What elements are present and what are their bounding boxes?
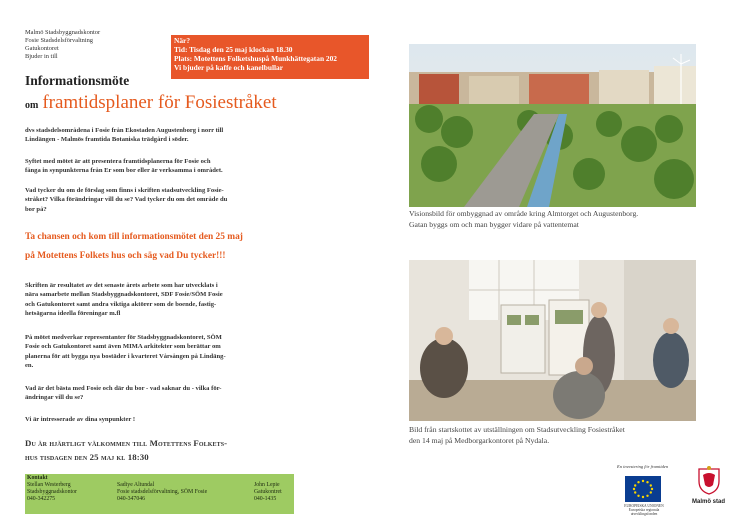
event-place: Plats: Motettens Folketshuspå Munkhättegatan 202 — [174, 54, 338, 64]
text-line: en. — [25, 361, 34, 369]
caption-line: Visionsbild för ombyggnad av område kring Almtorget och Augustenborg. — [409, 209, 639, 218]
org-line: Gatukontoret — [25, 45, 59, 52]
event-offer: Vi bjuder på kaffe och kanelbullar — [174, 63, 284, 73]
malmo-crest-icon — [697, 465, 721, 495]
text-line: planerna för att bygga nya bostäder i kvarteret Vårsången på Lindäng- — [25, 352, 226, 360]
page-subtitle — [25, 92, 277, 114]
contact-org: Stadsbyggnadskontor — [27, 489, 77, 496]
participants-paragraph — [25, 333, 288, 370]
contact-phone: 040-342275 — [27, 496, 56, 503]
text-line: Syftet med mötet är att presentera framtidsplanerna för Fosie och — [25, 158, 211, 165]
text-line: fånga in synpunkterna från Er som bor eller är verksamma i området. — [25, 167, 223, 175]
background-paragraph — [25, 281, 288, 318]
interest-paragraph — [25, 415, 288, 424]
organizer-block — [25, 29, 100, 61]
text-line: bor på? — [25, 205, 47, 213]
text-line: Fosie och Gatukontoret samt även MIMA arkitekter som berättar om — [25, 343, 221, 351]
exhibition-photo-caption — [409, 424, 709, 446]
cta-line: Ta chansen och kom till informationsmötet den 25 maj — [25, 232, 243, 242]
caption-line: Gatan byggs om och man bygger vidare på vattentemat — [409, 220, 579, 229]
event-time: Tid: Tisdag den 25 maj klockan 18.30 — [174, 45, 293, 55]
org-line: Bjuder in till — [25, 53, 58, 60]
text-line: Vad är det bästa med Fosie och där du bor - vad saknar du - vilka för- — [25, 385, 222, 392]
eu-label-line: utvecklingsfonden — [630, 512, 658, 517]
text-line: Vad tycker du om de förslag som finns i skriften stadsutveckling Fosie- — [25, 187, 224, 194]
contact-phone: 040-1435 — [254, 496, 277, 503]
contact-name: John Lepie — [254, 482, 280, 488]
vision-image-caption — [409, 208, 709, 230]
text-line: hetsägarna ideella föreningar m.fl — [25, 309, 121, 317]
text-line: ändringar vill du se? — [25, 394, 84, 402]
question-paragraph — [25, 186, 288, 214]
subtitle-prefix: om — [25, 100, 39, 111]
contact-person — [27, 482, 77, 503]
text-line: och Gatukontoret samt andra viktiga aktörer som de boende, fastig- — [25, 300, 217, 308]
caption-line: den 14 maj på Medborgarkontoret på Nydala. — [409, 436, 550, 445]
contact-person — [117, 482, 207, 503]
eu-tagline: En investering för framtiden — [617, 464, 669, 469]
caption-line: Bild från startskottet av utställningen om Stadsutveckling Fosiestråket — [409, 425, 625, 434]
welcome-message — [25, 436, 295, 464]
welcome-line: Du är hjärtligt välkommen till Motettens Folkets- — [25, 438, 228, 448]
text-line: dvs stadsdelsområdena i Fosie från Ekostaden Augustenborg i norr till — [25, 127, 224, 134]
contact-box — [25, 474, 294, 514]
contact-name: Stellan Westerberg — [27, 482, 71, 488]
call-to-action — [25, 228, 295, 266]
eu-label-line: Europeiska regionala — [628, 508, 660, 513]
text-line: nära samarbete mellan Stadsbyggnadskontoret, SDF Fosie/SÖM Fosie — [25, 291, 223, 299]
contact-org: Fosie stadsdelsförvaltning, SÖM Fosie — [117, 489, 208, 496]
text-line: Lindängen - Malmös framtida Botaniska trädgård i söder. — [25, 136, 189, 144]
subtitle-subject: framtidsplaner för Fosiestråket — [42, 92, 277, 113]
contact-person — [254, 482, 282, 503]
event-info-box — [171, 35, 369, 79]
text-line: På mötet medverkar representanter för Stadsbyggnadskontoret, SÖM — [25, 334, 222, 341]
text-line: Skriften är resultatet av det senaste årets arbete som har utvecklats i — [25, 282, 218, 289]
vision-image — [409, 44, 696, 207]
text-line: Vi är intresserade av dina synpunkter ! — [25, 416, 136, 423]
malmo-stad-logo: Malmö stad — [692, 499, 726, 505]
when-label: När? — [174, 36, 191, 45]
text-line: stråket? Vilka förändringar vill du se? Vad tycker du om det område du — [25, 196, 228, 204]
contact-name: Sadiye Altundal — [117, 482, 155, 488]
page-title: Informationsmöte — [25, 73, 130, 88]
feedback-paragraph — [25, 384, 288, 403]
cta-line: på Motettens Folkets hus och säg vad Du tycker!!! — [25, 251, 226, 261]
contact-header: Kontakt — [27, 475, 48, 481]
eu-flag-icon — [625, 476, 661, 502]
intro-paragraph — [25, 126, 288, 145]
org-line: Fosie Stadsdelsförvaltning — [25, 37, 93, 44]
contact-phone: 040-347046 — [117, 496, 146, 503]
eu-label — [622, 504, 666, 517]
exhibition-photo — [409, 260, 696, 421]
welcome-line: hus tisdagen den 25 maj kl 18:30 — [25, 452, 149, 462]
purpose-paragraph — [25, 157, 288, 176]
org-line: Malmö Stadsbyggnadskontor — [25, 29, 101, 36]
contact-org: Gatukontret — [254, 489, 282, 496]
eu-label-line: EUROPEISKA UNIONEN — [624, 504, 664, 508]
